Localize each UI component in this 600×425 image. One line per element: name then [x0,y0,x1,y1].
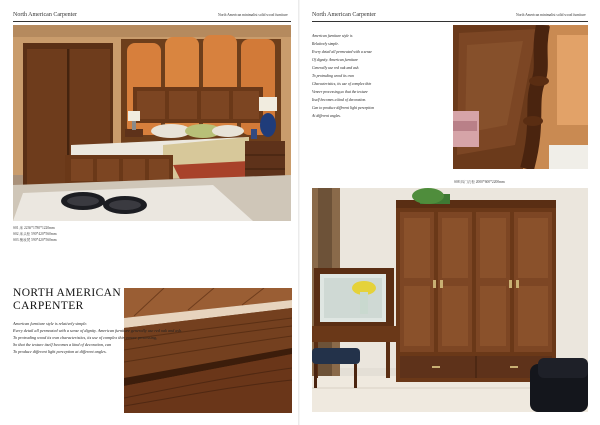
section-title-line-2: CARPENTER [13,300,84,312]
right-body-line-6: To protruding wood its own [312,74,354,78]
left-body-line-5: To produce different light perception at different angles. [13,349,107,354]
left-header-rule [13,21,291,22]
left-body-line-1: American furniture style is relatively simple. [13,321,88,326]
right-body-line-2: Relatively simple. [312,42,339,46]
right-body-line-1: American furniture style is [312,34,353,38]
right-page [300,0,600,425]
left-header-title: North American Carpenter [13,12,77,18]
right-body-line-8: Veneer processing,so that the texture [312,90,368,94]
right-body-text [312,32,374,120]
right-header-title: North American Carpenter [312,12,376,18]
right-header-subtitle: North American minimalist solid wood furniture [516,13,586,17]
right-body-line-5: Generally use red oak and ash. [312,66,360,70]
product-caption-1: S01 床 2236*1780*1220mm [13,226,55,230]
right-body-line-3: Every detail all permeated with a sense [312,50,372,54]
section-title [13,287,121,313]
right-body-line-7: Characteristics, its use of complex thin [312,82,372,86]
left-body-line-2: Every detail all permeated with a sense of dignity. American furniture generally use red oak and ash. [13,328,183,333]
right-body-line-4: Of dignity. American furniture [312,58,358,62]
right-body-line-11: At different angles. [312,114,341,118]
product-caption-3: S03 梳妆凳 590*420*560mm [13,238,57,242]
bedpost-detail-photo [453,25,588,169]
left-body-line-4: So that the texture itself becomes a kind of decoration, can [13,342,112,347]
bedroom-photo [13,25,291,221]
left-header-subtitle: North American minimalist solid wood furniture [218,13,288,17]
product-caption-2: S02 床头柜 590*420*560mm [13,232,57,236]
right-header-rule [312,21,588,22]
right-body-line-9: Itself becomes a kind of decoration. [312,98,367,102]
left-body-line-3: To protruding wood its own characteristics, its use of complex thin veneer processing, [13,335,157,340]
wardrobe-photo [312,188,588,412]
wardrobe-caption: S08 四门衣柜 2000*600*2200mm [454,180,505,184]
right-body-line-10: Can to produce different light perception [312,106,375,110]
section-title-line-1: NORTH AMERICAN [13,287,122,299]
left-body-text [13,320,182,355]
